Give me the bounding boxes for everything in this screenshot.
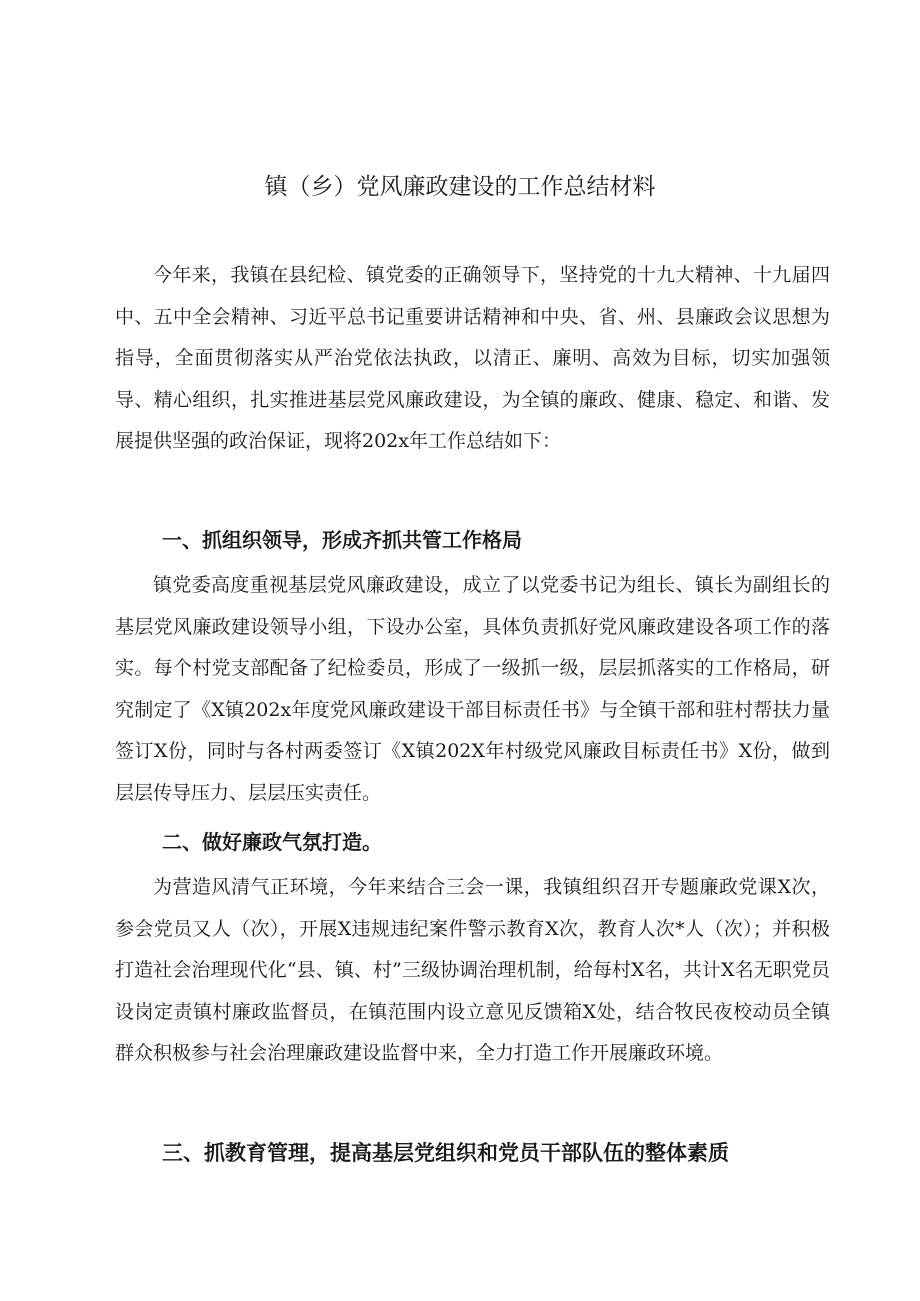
section-paragraph-2: 为营造风清气正环境，今年来结合三会一课，我镇组织召开专题廉政党课X次，参会党员又人（次），开展X违规违纪案件警示教育X次，教育人次*人（次）；并积极打造社会治理现代化“县、镇、村”三级协调治理机制，给每村X名，共计X名无职党员设岗定责镇村廉政监督员，在镇范围内设立意见反馈箱X处，结合牧民夜校动员全镇群众积极参与社会治理廉政建设监督中来，全力打造工作开展廉政环境。 bbox=[115, 876, 830, 1064]
section-paragraph-1: 镇党委高度重视基层党风廉政建设，成立了以党委书记为组长、镇长为副组长的基层党风廉政建设领导小组，下设办公室，具体负责抓好党风廉政建设各项工作的落实。每个村党支部配备了纪检委员，形成了一级抓一级，层层抓落实的工作格局，研究制定了《X镇202x年度党风廉政建设干部目标责任书》与全镇干部和驻村帮扶力量签订X份，同时与各村两委签订《X镇202X年村级党风廉政目标责任书》X份，做到层层传导压力、层层压实责任。 bbox=[115, 574, 830, 804]
intro-paragraph: 今年来，我镇在县纪检、镇党委的正确领导下，坚持党的十九大精神、十九届四中、五中全会精神、习近平总书记重要讲话精神和中央、省、州、县廉政会议思想为指导，全面贯彻落实从严治党依法执政，以清正、廉明、高效为目标，切实加强领导、精心组织，扎实推进基层党风廉政建设，为全镇的廉政、健康、稳定、和谐、发展提供坚强的政治保证，现将202x年工作总结如下： bbox=[115, 264, 830, 452]
document-title: 镇（乡）党风廉政建设的工作总结材料 bbox=[264, 174, 656, 200]
section-heading-1: 一、抓组织领导，形成齐抓共管工作格局 bbox=[162, 528, 522, 552]
section-heading-2: 二、做好廉政气氛打造。 bbox=[162, 830, 382, 854]
section-heading-3: 三、抓教育管理，提高基层党组织和党员干部队伍的整体素质 bbox=[162, 1141, 729, 1165]
